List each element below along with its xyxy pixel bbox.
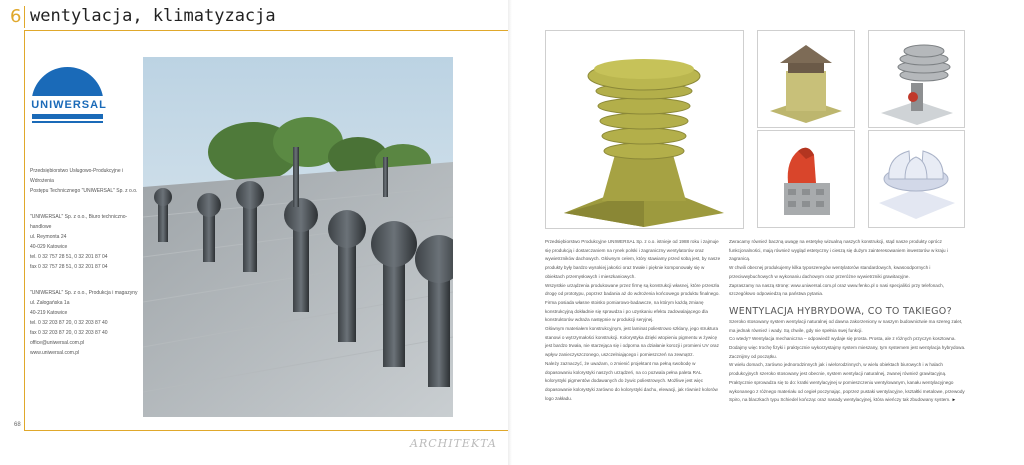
product-image-chimney-cap	[757, 30, 855, 128]
address-line: fax 0 32 757 28 51, 0 32 201 87 04	[30, 264, 108, 270]
paragraph: Firma posiada własne stoisko pomiarowo-badawcze, na którym każdą zmianę konstrukcyjną dokładnie się sprawdza i po uzyskaniu efektu zadowalającego dla konstruktorów wdraża następnie w produkcji seryjnej.	[545, 299, 708, 323]
address-line: Przedsiębiorstwo Usługowo-Produkcyjne i Wdrożenia	[30, 168, 124, 184]
left-page	[0, 0, 511, 465]
text-column-1	[545, 238, 721, 403]
text-column-2	[729, 238, 967, 405]
uniwersal-logo	[30, 57, 105, 127]
margin-rule	[24, 30, 25, 430]
paragraph: Należy zaznaczyć, że uważam, o zmienić projektant ma pełną swobodę w dopasowaniu kolorystyki naszych urządzeń, na co pozwala pełna paleta RAL kolorystyki pigmentów dodawanych do żywic poliestrowych. Możliwe jest więc dopasowanie kolorystyki zarówno do kolorystyki dachu, elewacji, jak również kolorów logo zakładu.	[545, 360, 718, 401]
continue-arrow-icon: ►	[951, 397, 957, 403]
chapter-title: wentylacja, klimatyzacja	[30, 6, 276, 26]
address-line: fax 0 32 203 87 20, 0 32 203 87 40	[30, 330, 108, 336]
address-line: ul. Załogańska 1a	[30, 300, 70, 306]
page-number: 68	[14, 422, 21, 428]
email-link[interactable]: office@uniwersal.com.pl	[30, 340, 85, 346]
paragraph: Zwracamy również baczną uwagę na estetykę wizualną naszych konstrukcji, stąd nasze produkty oprócz funkcjonalności, mają również wygląd estetyczny i cieszą się dużym zainteresowaniem inwestorów w kraju i zagranicą.	[729, 239, 948, 262]
address-line: tel. 0 32 757 28 51, 0 32 201 87 04	[30, 254, 108, 260]
paragraph: W wielu domach, zarówno jednorodzinnych jak i wielorodzinnych, w wielu obiektach biurowych i w halach produkcyjnych szeroko stosowany jest obecnie, system wentylacji naturalnej, zwanej również grawitacyjną.	[729, 362, 947, 377]
product-image-turbine-vent	[868, 30, 965, 128]
address-line: Postępu Technicznego "UNIWERSAL" Sp. z o.o.	[30, 188, 138, 194]
address-line: 40-219 Katowice	[30, 310, 68, 316]
logo-text: UNIWERSAL	[30, 96, 108, 114]
product-image-large	[545, 30, 744, 229]
address-line: 40-029 Katowice	[30, 244, 68, 250]
header-rule	[24, 30, 511, 31]
address-line: "UNIWERSAL" Sp. z o.o., Produkcja i magazyny	[30, 290, 138, 296]
paragraph: W chwili obecnej produkujemy kilka typoszeregów wentylatorów standardowych, kwasoodpornych i przeciwwybuchowych w wykonaniu dachowym oraz przeróżne wywietrzniki grawitacyjne.	[729, 265, 931, 279]
footer-rule	[24, 430, 511, 431]
roof-ventilators-photo	[143, 57, 453, 417]
chapter-number: 6	[10, 6, 22, 27]
section-heading: WENTYLACJA HYBRYDOWA, CO TO TAKIEGO?	[729, 305, 952, 317]
website-link[interactable]: www.uniwersal.com.pl	[30, 350, 80, 356]
address-line: ul. Reymonta 24	[30, 234, 67, 240]
right-page	[513, 0, 1024, 465]
product-image-hybrid-vent	[868, 130, 965, 228]
paragraph: Przedsiębiorstwo Produkcyjne UNIWERSAL Sp. z o.o. istnieje od 1988 roku i zajmuje się produkcją i dostarczaniem na rynek polski i zagraniczny wentylatorów oraz wywietrzników dachowych. Głównym celem, który stawiamy przed sobą jest, by nasze produkty były bardzo wysokiej jakości oraz trwałe i pięknie komponowały się w obiektach przemysłowych i mieszkaniowych.	[545, 239, 721, 279]
address-line: "UNIWERSAL" Sp. z o.o., Biuro techniczno-handlowe	[30, 214, 128, 230]
footer-logo: ARCHITEKTA	[410, 437, 497, 450]
paragraph: Zacznijmy od początku.	[729, 353, 777, 359]
paragraph: Wszystkie urządzenia produkowane przez firmę są konstrukcji własnej, które przeszła drogę od prototypu, poprzez badania aż do wdrożenia końcowego produktu finalnego.	[545, 282, 720, 297]
paragraph: Praktycznie sprowadza się to do: kratki wentylacyjnej w pomieszczeniu wentylowanym, kanału wentylacyjnego wykonanego z różnego materiału od cegieł poczynając, poprzez pustaki wentylacyjne, kształtki metalowe, przewody Spiro, na blaczkach typu Schiedel kończąc oraz nasady wentylacyjnej, która wieńczy tak zbudowany system.	[729, 379, 965, 403]
paragraph: Co wtedy? Wentylacja mechaniczna – odpowiedź wydaje się prosta. Prosta, ale z różnych przyczyn kosztowna. Dodajmy więc trochę fizyki i praktycznie wykorzystajmy system mieszany, tym systemem jest wentylacja hybrydowa.	[729, 336, 966, 351]
company-address	[30, 166, 140, 358]
product-image-red-vent	[757, 130, 855, 228]
paragraph: Głównym materiałem konstrukcyjnym, jest laminat poliestrowo szklany, jego struktura stanowi o wytrzymałości konstrukcji. Kolorystyka dzięki wtopieniu pigmentu w żywicę jest bardzo trwała, nie starzejąca się i odporna na działanie korozji i promieni UV oraz wpływ zanieczyszczonego, uszczelniającego i pomieszczeń na zewnątrz.	[545, 326, 719, 358]
chapter-divider	[24, 6, 25, 28]
paragraph: Zapraszamy na naszą stronę: www.uniwersal.com.pl oraz www.fenko.pl o nasi specjaliści przy telefonach, szczegółowo odpowiedzą na państwa pytania.	[729, 282, 944, 297]
paragraph: Szeroko stosowany system wentylacji naturalnej od dawna zakorzeniony w naszym budownictwie ma szereg zalet, ma jednak również i wady. Są chwile, gdy nie spełnia swej funkcji.	[729, 318, 963, 333]
address-line: tel. 0 32 203 87 20, 0 32 203 87 40	[30, 320, 108, 326]
